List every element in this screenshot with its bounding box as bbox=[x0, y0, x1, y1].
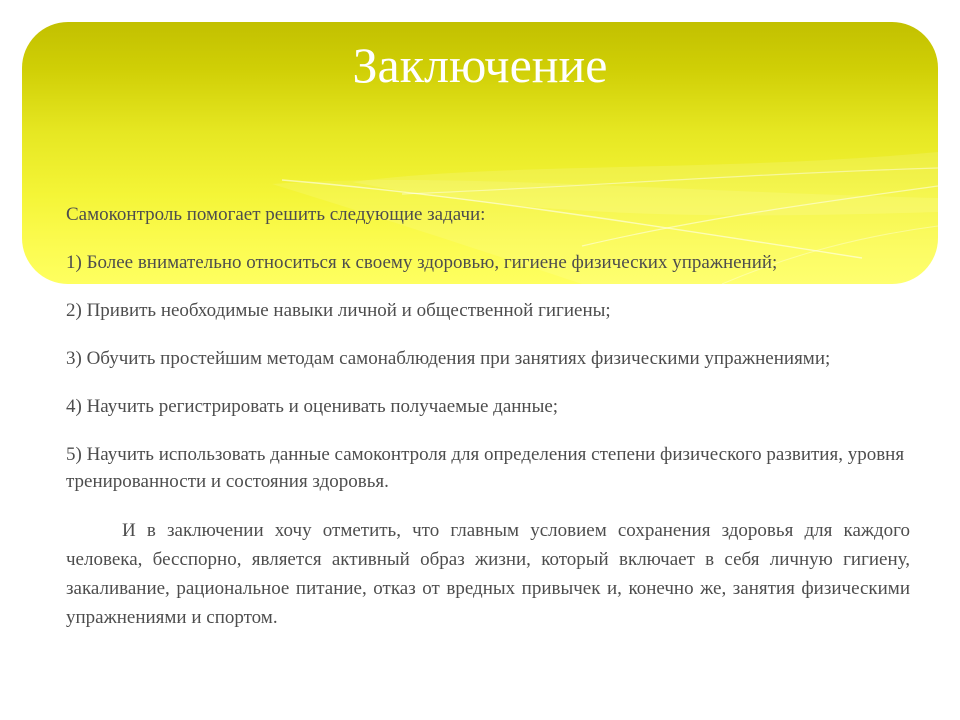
task-item-5: 5) Научить использовать данные самоконтроля для определения степени физического развития, уровня тренированности и состояния здоровья. bbox=[66, 444, 905, 492]
task-item-4: 4) Научить регистрировать и оценивать получаемые данные; bbox=[66, 396, 559, 417]
conclusion-paragraph: И в заключении хочу отметить, что главным условием сохранения здоровья для каждого человека, бесспорно, является активный образ жизни, который включает в себя личную гигиену, закаливание, рациональное питание, отказ от вредных привычек и, конечно же, занятия физическими упражнениями и спортом. bbox=[66, 520, 910, 628]
task-item-3: 3) Обучить простейшим методам самонаблюдения при занятиях физическими упражнениями; bbox=[66, 348, 831, 369]
slide-body bbox=[66, 201, 910, 632]
task-item-1: 1) Более внимательно относиться к своему здоровью, гигиене физических упражнений; bbox=[66, 252, 778, 273]
intro-text: Самоконтроль помогает решить следующие задачи: bbox=[66, 204, 486, 225]
slide-title: Заключение bbox=[352, 37, 608, 93]
task-item-2: 2) Привить необходимые навыки личной и общественной гигиены; bbox=[66, 300, 611, 321]
